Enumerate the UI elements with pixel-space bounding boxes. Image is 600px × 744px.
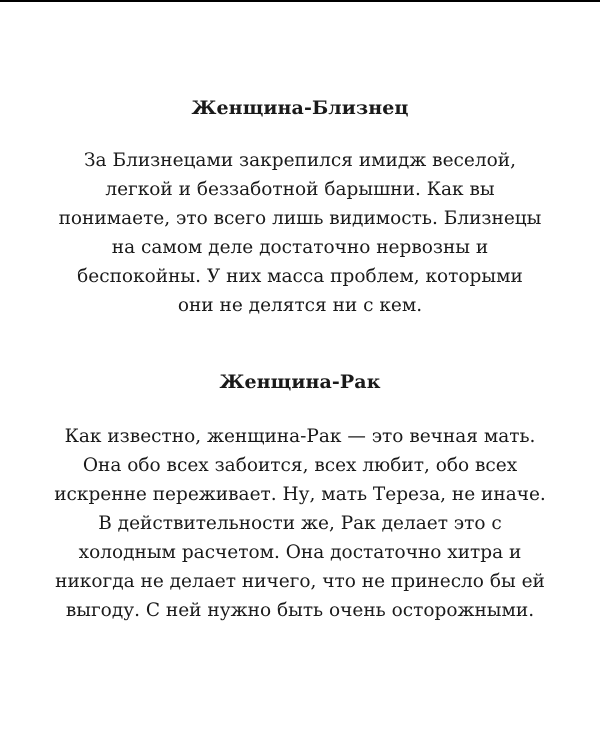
section-paragraph-cancer (20, 422, 580, 625)
paragraph-line: легкой и беззаботной барышни. Как вы (105, 179, 495, 200)
paragraph-line: понимаете, это всего лишь видимость. Близнецы (58, 208, 542, 229)
section-heading-gemini: Женщина-Близнец (191, 97, 409, 119)
paragraph-line: они не делятся ни с кем. (177, 295, 423, 316)
paragraph-line: Как известно, женщина-Рак — это вечная мать. (64, 426, 536, 447)
paragraph-line: искренне переживает. Ну, мать Тереза, не иначе. (54, 484, 546, 505)
paragraph-line: никогда не делает ничего, что не принесло бы ей (55, 571, 545, 592)
paragraph-line: В действительности же, Рак делает это с (98, 513, 502, 534)
paragraph-line: Она обо всех забоится, всех любит, обо всех (82, 455, 518, 476)
paragraph-line: холодным расчетом. Она достаточно хитра и (78, 542, 522, 563)
paragraph-line: выгоду. С ней нужно быть очень осторожными. (65, 600, 535, 621)
paragraph-line: беспокойны. У них масса проблем, которыми (77, 266, 523, 287)
section-heading-cancer: Женщина-Рак (219, 371, 381, 393)
section-paragraph-gemini (20, 146, 580, 320)
paragraph-line: на самом деле достаточно нервозны и (111, 237, 489, 258)
paragraph-line: За Близнецами закрепился имидж веселой, (84, 150, 516, 171)
